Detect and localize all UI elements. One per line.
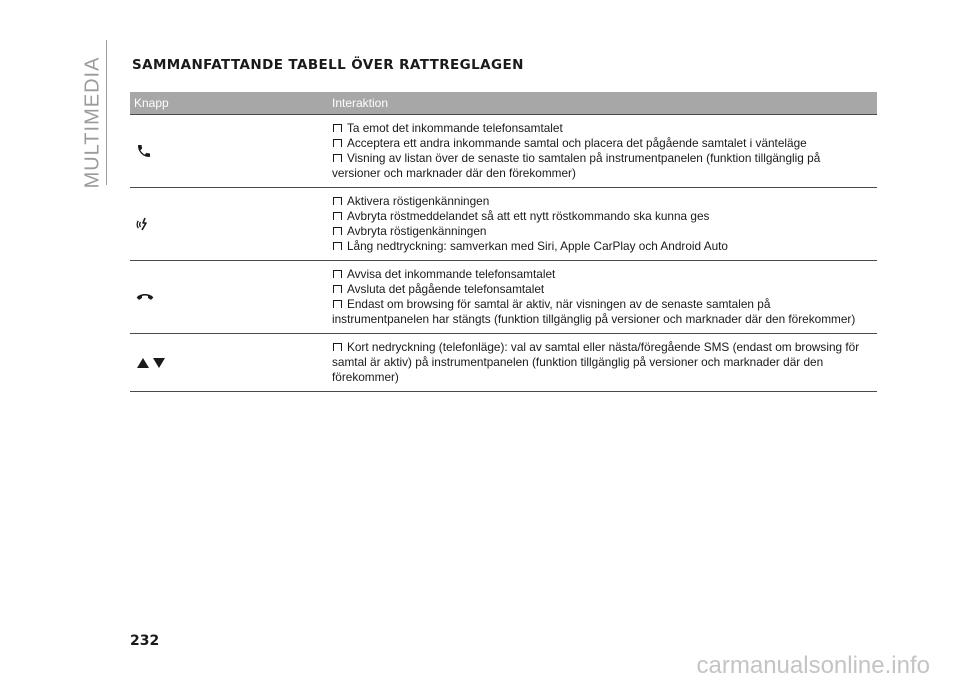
list-item: Avsluta det pågående telefonsamtalet — [332, 282, 867, 297]
watermark: carmanualsonline.info — [696, 652, 930, 679]
page-title: SAMMANFATTANDE TABELL ÖVER RATTREGLAGEN — [132, 57, 524, 73]
bullet-icon — [333, 124, 342, 132]
button-cell — [130, 188, 329, 261]
section-divider — [106, 40, 107, 185]
interaction-cell — [329, 334, 877, 392]
up-down-arrows-icon — [136, 357, 328, 369]
list-item: Acceptera ett andra inkommande samtal och placera det pågående samtalet i vänteläge — [332, 136, 867, 151]
controls-table — [130, 92, 877, 392]
list-item: Avbryta röstigenkänningen — [332, 224, 867, 239]
bullet-icon — [333, 270, 342, 278]
list-item: Visning av listan över de senaste tio samtalen på instrumentpanelen (funktion tillgänglig på versioner och marknader där den förekommer) — [332, 151, 821, 180]
list-item: Ta emot det inkommande telefonsamtalet — [332, 121, 867, 136]
list-item: Lång nedtryckning: samverkan med Siri, Apple CarPlay och Android Auto — [332, 239, 867, 254]
phone-accept-icon — [136, 143, 328, 159]
table-row — [130, 188, 877, 261]
button-cell — [130, 115, 329, 188]
bullet-icon — [333, 242, 342, 250]
bullet-icon — [333, 197, 342, 205]
interaction-cell — [329, 188, 877, 261]
list-item: Endast om browsing för samtal är aktiv, när visningen av de senaste samtalen på instrumentpanelen har stängts (funktion tillgänglig på versioner och marknader där den förekommer) — [332, 297, 856, 326]
bullet-icon — [333, 139, 342, 147]
bullet-icon — [333, 154, 342, 162]
table-row — [130, 115, 877, 188]
bullet-icon — [333, 212, 342, 220]
header-knapp: Knapp — [130, 92, 329, 115]
list-item: Aktivera röstigenkänningen — [332, 194, 867, 209]
page-number: 232 — [130, 633, 160, 649]
table-row — [130, 261, 877, 334]
bullet-icon — [333, 300, 342, 308]
interaction-cell — [329, 261, 877, 334]
bullet-icon — [333, 285, 342, 293]
button-cell — [130, 334, 329, 392]
header-interaktion: Interaktion — [329, 92, 877, 115]
section-tab — [82, 58, 104, 186]
section-label: MULTIMEDIA — [81, 56, 104, 188]
phone-hangup-icon — [136, 291, 328, 303]
table-header-row — [130, 92, 877, 115]
bullet-icon — [333, 343, 342, 351]
interaction-cell — [329, 115, 877, 188]
list-item: Avbryta röstmeddelandet så att ett nytt röstkommando ska kunna ges — [332, 209, 867, 224]
voice-command-icon — [136, 216, 328, 232]
bullet-icon — [333, 227, 342, 235]
button-cell — [130, 261, 329, 334]
list-item: Kort nedryckning (telefonläge): val av samtal eller nästa/föregående SMS (endast om browsing för samtal är aktiv) på instrumentpanelen (funktion tillgänglig på versioner och marknader där den förekommer) — [332, 340, 860, 384]
list-item: Avvisa det inkommande telefonsamtalet — [332, 267, 867, 282]
table-row — [130, 334, 877, 392]
